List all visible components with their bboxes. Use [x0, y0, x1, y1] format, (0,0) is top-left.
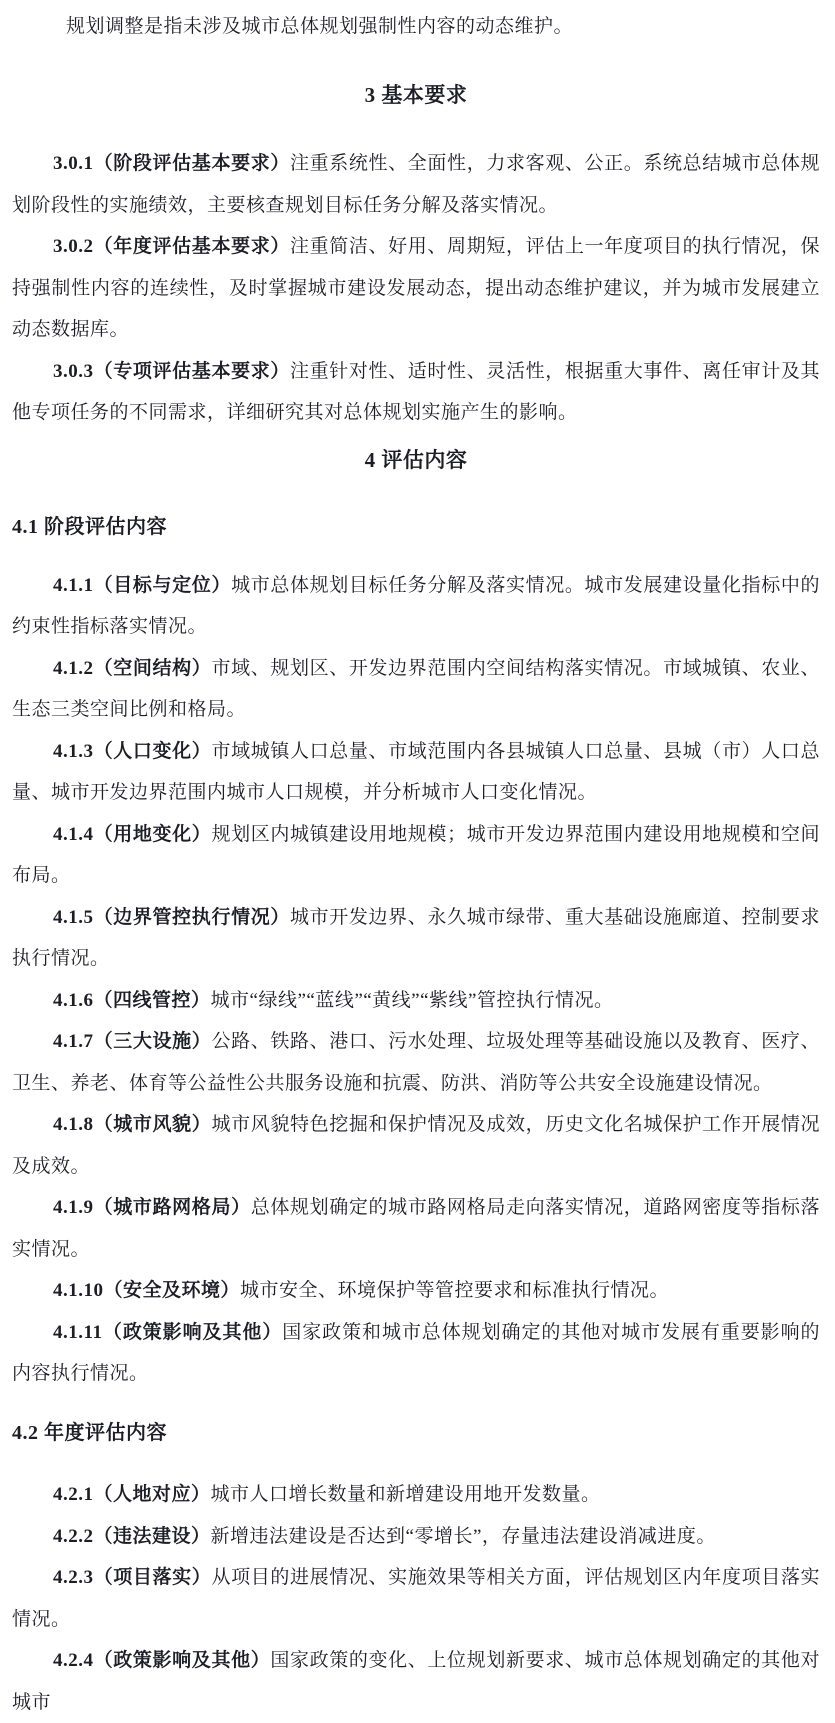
clause-lead: 4.1.1（目标与定位） — [53, 574, 232, 596]
clause-lead: 4.1.6（四线管控） — [53, 989, 211, 1011]
clause-4-1-10 — [12, 1270, 820, 1312]
clause-lead: 4.2.2（违法建设） — [53, 1525, 211, 1547]
clause-lead: 4.1.10（安全及环境） — [53, 1280, 241, 1301]
clause-4-1-9 — [12, 1187, 820, 1270]
clause-lead: 4.1.2（空间结构） — [53, 657, 212, 679]
clause-lead: 4.2.1（人地对应） — [53, 1484, 211, 1505]
clause-4-1-7 — [12, 1021, 820, 1104]
section-4-1-heading: 4.1 阶段评估内容 — [12, 516, 167, 538]
clause-lead: 4.1.7（三大设施） — [53, 1031, 212, 1052]
clause-4-2-1 — [12, 1474, 820, 1516]
section-3-heading: 3 基本要求 — [364, 82, 468, 107]
clause-lead: 4.1.5（边界管控执行情况） — [53, 906, 290, 928]
clause-lead: 4.2.4（政策影响及其他） — [53, 1650, 271, 1671]
clause-lead: 3.0.2（年度评估基本要求） — [53, 236, 290, 257]
clause-lead: 3.0.1（阶段评估基本要求） — [53, 153, 290, 174]
clause-lead: 4.2.3（项目落实） — [53, 1567, 212, 1588]
clause-4-1-11 — [12, 1312, 820, 1395]
clause-lead: 4.1.11（政策影响及其他） — [53, 1321, 283, 1343]
clause-3-0-3 — [12, 351, 820, 434]
clause-text: 市域、规划区、开发边界范围内空间结构落实情况。市域城镇、农业、生态三类空间比例和格局。 — [12, 657, 820, 720]
intro-paragraph: 规划调整是指未涉及城市总体规划强制性内容的动态维护。 — [66, 16, 574, 37]
clause-lead: 4.1.8（城市风貌） — [53, 1114, 212, 1135]
clause-4-2-4 — [12, 1640, 820, 1723]
clause-lead: 4.1.9（城市路网格局） — [53, 1197, 251, 1218]
clause-3-0-1 — [12, 143, 820, 226]
clause-text: 从项目的进展情况、实施效果等相关方面，评估规划区内年度项目落实情况。 — [12, 1567, 820, 1630]
clause-4-1-2 — [12, 648, 820, 731]
clause-text: 新增违法建设是否达到“零增长”，存量违法建设消减进度。 — [210, 1525, 716, 1547]
clause-4-1-8 — [12, 1104, 820, 1187]
clause-text: 城市人口增长数量和新增建设用地开发数量。 — [210, 1484, 601, 1505]
clause-text: 城市风貌特色挖掘和保护情况及成效，历史文化名城保护工作开展情况及成效。 — [12, 1114, 820, 1177]
clause-text: 城市开发边界、永久城市绿带、重大基础设施廊道、控制要求执行情况。 — [12, 906, 820, 969]
clause-text: 公路、铁路、港口、污水处理、垃圾处理等基础设施以及教育、医疗、卫生、养老、体育等公益性公共服务设施和抗震、防洪、消防等公共安全设施建设情况。 — [12, 1031, 820, 1094]
clause-4-1-1 — [12, 565, 820, 648]
clause-text: 注重简洁、好用、周期短，评估上一年度项目的执行情况，保持强制性内容的连续性，及时掌握城市建设发展动态，提出动态维护建议，并为城市发展建立动态数据库。 — [12, 236, 820, 340]
clause-4-1-6 — [12, 980, 820, 1022]
clause-text: 城市安全、环境保护等管控要求和标准执行情况。 — [240, 1280, 670, 1301]
clause-4-2-3 — [12, 1557, 820, 1640]
clause-text: 城市“绿线”“蓝线”“黄线”“紫线”管控执行情况。 — [210, 989, 614, 1011]
clause-4-2-2 — [12, 1516, 820, 1558]
clause-text: 注重系统性、全面性，力求客观、公正。系统总结城市总体规划阶段性的实施绩效，主要核查规划目标任务分解及落实情况。 — [12, 153, 820, 216]
clause-3-0-2 — [12, 226, 820, 351]
clause-text: 总体规划确定的城市路网格局走向落实情况，道路网密度等指标落实情况。 — [12, 1197, 820, 1260]
clause-text: 规划区内城镇建设用地规模；城市开发边界范围内建设用地规模和空间布局。 — [12, 823, 820, 886]
clause-lead: 4.1.3（人口变化） — [53, 740, 212, 762]
clause-text: 国家政策的变化、上位规划新要求、城市总体规划确定的其他对城市 — [12, 1650, 820, 1713]
clause-lead: 4.1.4（用地变化） — [53, 823, 212, 845]
clause-4-1-4 — [12, 814, 820, 897]
clause-4-1-5 — [12, 897, 820, 980]
clause-text: 城市总体规划目标任务分解及落实情况。城市发展建设量化指标中的约束性指标落实情况。 — [12, 574, 820, 637]
section-4-heading: 4 评估内容 — [364, 447, 468, 472]
clause-text: 市域城镇人口总量、市域范围内各县城镇人口总量、县城（市）人口总量、城市开发边界范围内城市人口规模，并分析城市人口变化情况。 — [12, 740, 820, 803]
clause-lead: 3.0.3（专项评估基本要求） — [53, 360, 290, 382]
section-4-2-heading: 4.2 年度评估内容 — [12, 1421, 167, 1444]
clause-text: 国家政策和城市总体规划确定的其他对城市发展有重要影响的内容执行情况。 — [12, 1321, 820, 1384]
clause-text: 注重针对性、适时性、灵活性，根据重大事件、离任审计及其他专项任务的不同需求，详细研究其对总体规划实施产生的影响。 — [12, 360, 820, 423]
clause-4-1-3 — [12, 731, 820, 814]
